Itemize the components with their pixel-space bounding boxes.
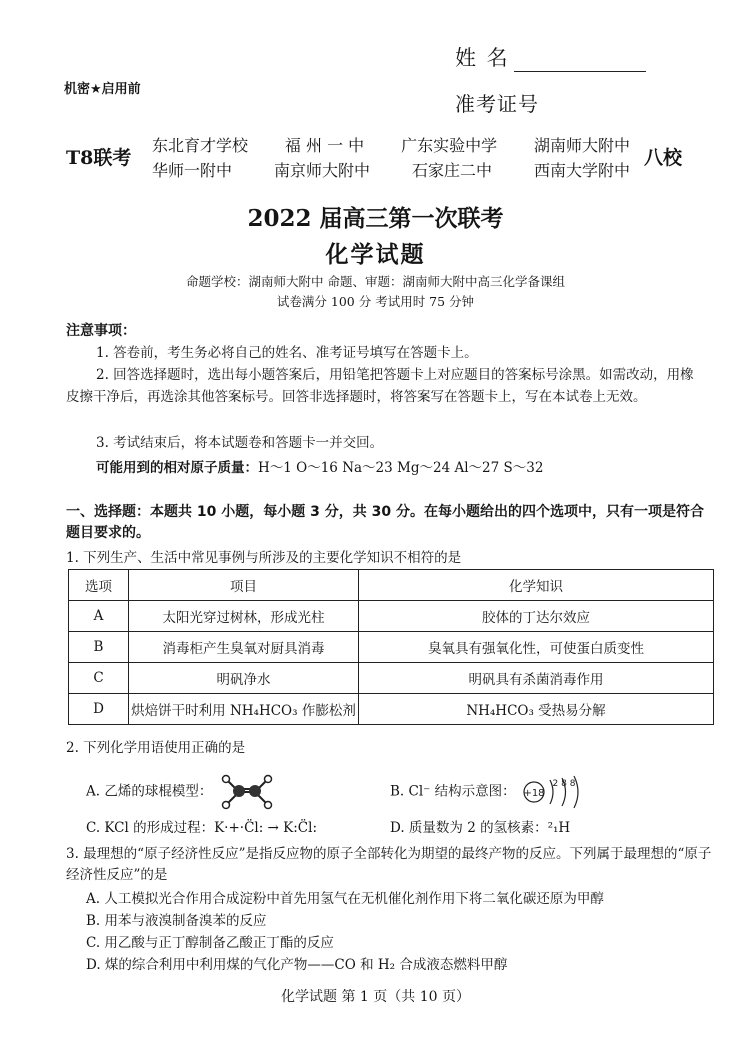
- nucleus-charge: +18: [523, 788, 545, 799]
- exam-info: 试卷满分 100 分 考试用时 75 分钟: [276, 294, 475, 309]
- chloride-ion-structure-icon: [520, 772, 590, 812]
- table-header-row: [69, 570, 714, 601]
- atomic-masses-label: 可能用到的相对原子质量：: [96, 460, 258, 476]
- school-list: [152, 132, 630, 182]
- school: 华师一附中: [152, 161, 233, 180]
- name-field: [455, 42, 646, 72]
- question-3-option-a: A. 人工模拟光合作用合成淀粉中首先用氢气在无机催化剂作用下将二氧化碳还原为甲醇: [86, 891, 604, 907]
- atomic-masses: [96, 456, 543, 476]
- school-row-1: [152, 132, 630, 157]
- name-blank: [514, 50, 646, 72]
- school: 南京师大附中: [273, 161, 370, 180]
- school: 湖南师大附中: [533, 136, 630, 155]
- ethylene-ball-stick-model-icon: [217, 772, 277, 812]
- school: 福 州 一 中: [284, 136, 365, 155]
- question-1-stem: 1. 下列生产、生活中常见事例与所涉及的主要化学知识不相符的是: [66, 550, 462, 566]
- table-header: 选项: [69, 570, 129, 601]
- table-cell: C: [69, 663, 129, 694]
- question-1-table: [68, 569, 714, 725]
- table-cell: NH₄HCO₃ 受热易分解: [359, 694, 714, 725]
- table-row: [69, 632, 714, 663]
- table-cell: 明矾净水: [129, 663, 359, 694]
- table-cell: 明矾具有杀菌消毒作用: [359, 663, 714, 694]
- notice-heading: 注意事项：: [66, 323, 136, 339]
- table-header: 项目: [129, 570, 359, 601]
- table-cell: 消毒柜产生臭氧对厨具消毒: [129, 632, 359, 663]
- option-b-text: B. Cl⁻ 结构示意图：: [390, 783, 516, 800]
- question-2-option-a: [86, 772, 277, 812]
- name-label: 姓 名: [455, 46, 510, 70]
- union-label-right: 八校: [644, 147, 683, 169]
- notice-item-2: 2. 回答选择题时，选出每小题答案后，用铅笔把答题卡上对应题目的答案标号涂黑。如需改动，用橡皮擦干净后，再选涂其他答案标号。回答非选择题时，将答案写在答题卡上，写在本试卷上无效。: [66, 367, 694, 405]
- table-cell: D: [69, 694, 129, 725]
- question-3-option-b: B. 用苯与液溴制备溴苯的反应: [86, 913, 267, 929]
- notice-item-1: 1. 答卷前，考生务必将自己的姓名、准考证号填写在答题卡上。: [96, 345, 478, 361]
- table-cell: 太阳光穿过树林，形成光柱: [129, 601, 359, 632]
- question-2-option-b: [390, 772, 590, 812]
- table-cell: A: [69, 601, 129, 632]
- school: 西南大学附中: [533, 161, 630, 180]
- author-credit: 命题学校：湖南师大附中 命题、审题：湖南师大附中高三化学备课组: [186, 274, 565, 289]
- exam-id-label: 准考证号: [455, 92, 539, 116]
- notice-item-3: 3. 考试结束后，将本试题卷和答题卡一并交回。: [96, 435, 384, 451]
- section-heading: 一、选择题：本题共 10 小题，每小题 3 分，共 30 分。在每小题给出的四个选项中，只有一项是符合题目要求的。: [66, 504, 704, 541]
- question-2-option-c: C. KCl 的形成过程：K·+·C̈l: → K:C̈l:: [86, 820, 317, 836]
- question-3-option-d: D. 煤的综合利用中利用煤的气化产物——CO 和 H₂ 合成液态燃料甲醇: [86, 957, 508, 973]
- table-cell: B: [69, 632, 129, 663]
- question-3-stem: 3. 最理想的“原子经济性反应”是指反应物的原子全部转化为期望的最终产物的反应。下列属于最理想的“原子经济性反应”的是: [66, 846, 712, 883]
- subject-title: 化学试题: [325, 241, 426, 268]
- exam-title: 2022 届高三第一次联考: [247, 205, 504, 232]
- table-row: [69, 601, 714, 632]
- option-a-text: A. 乙烯的球棍模型：: [86, 783, 213, 800]
- union-label-left: T8联考: [66, 147, 132, 169]
- table-row: [69, 694, 714, 725]
- table-header: 化学知识: [359, 570, 714, 601]
- school: 广东实验中学: [401, 136, 498, 155]
- page-footer: 化学试题 第 1 页（共 10 页）: [281, 989, 470, 1005]
- confidential-label: 机密★启用前: [64, 82, 141, 97]
- school: 东北育才学校: [152, 136, 249, 155]
- table-cell: 烘焙饼干时利用 NH₄HCO₃ 作膨松剂: [129, 694, 359, 725]
- question-2-option-d: D. 质量数为 2 的氢核素：²₁H: [390, 820, 571, 836]
- electron-shells: 2 8 8: [552, 779, 576, 789]
- table-row: [69, 663, 714, 694]
- table-cell: 臭氧具有强氧化性，可使蛋白质变性: [359, 632, 714, 663]
- school-row-2: [152, 157, 630, 182]
- atomic-masses-values: H～1 O～16 Na～23 Mg～24 Al～27 S～32: [258, 460, 544, 476]
- question-3-option-c: C. 用乙酸与正丁醇制备乙酸正丁酯的反应: [86, 935, 334, 951]
- question-2-stem: 2. 下列化学用语使用正确的是: [66, 740, 246, 756]
- table-cell: 胶体的丁达尔效应: [359, 601, 714, 632]
- school: 石家庄二中: [411, 161, 492, 180]
